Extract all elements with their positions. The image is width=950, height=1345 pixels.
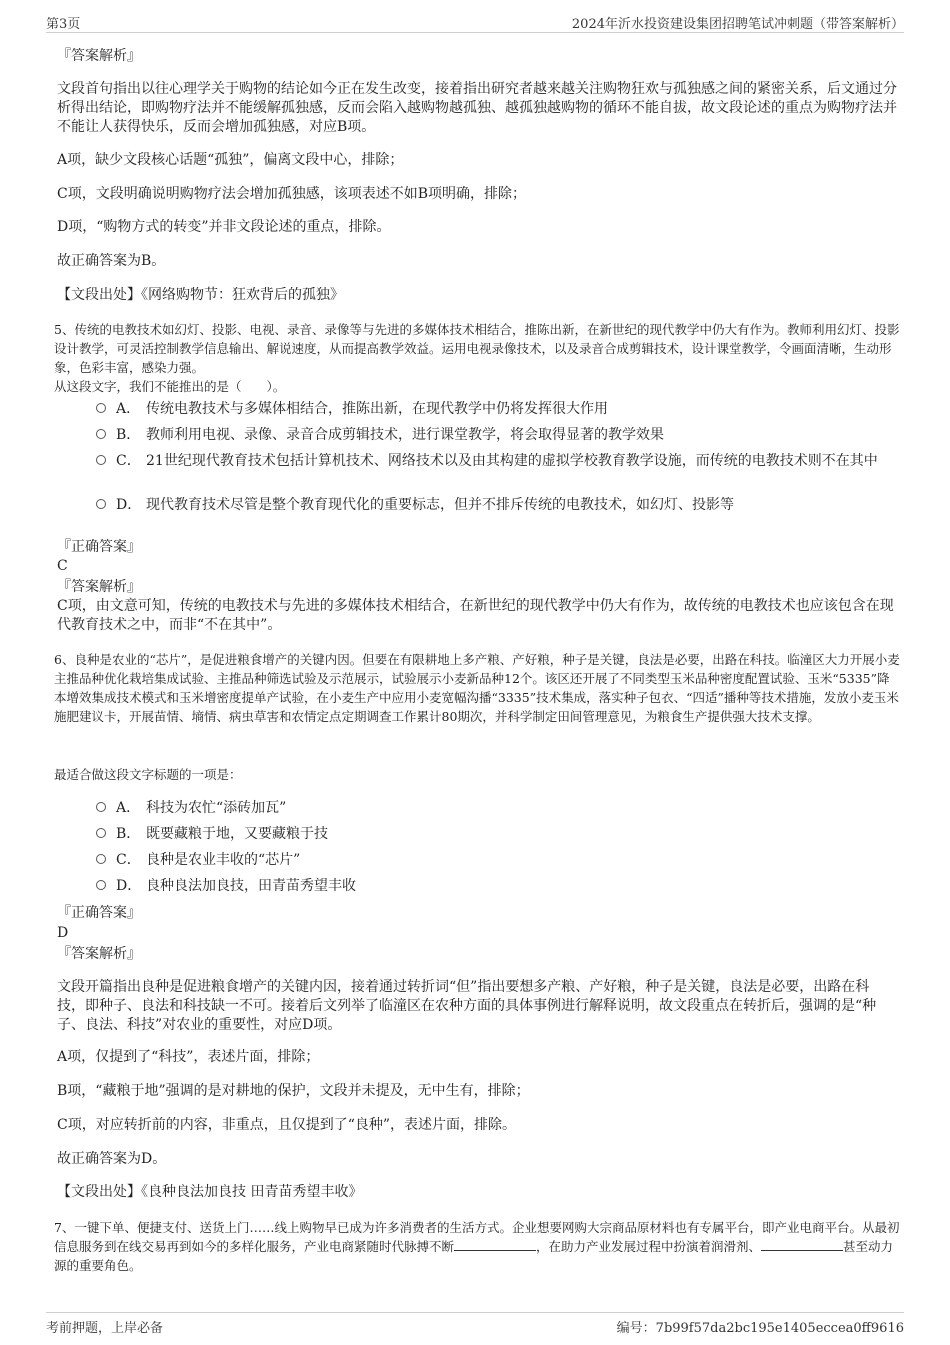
q5-answer: C [57, 558, 68, 574]
q4-option-a-note: A项，缺少文段核心话题“孤独”，偏离文段中心，排除； [57, 152, 404, 168]
q6-option-a[interactable]: A． 科技为农忙“添砖加瓦” [96, 797, 896, 819]
q5-analysis: C项，由文意可知，传统的电教技术与先进的多媒体技术相结合，在新世纪的现代教学中仍大有作为，故传统的电教技术也应该包含在现代教育技术之中，而非“不在其中”。 [57, 598, 894, 633]
q6-answer-label: 『正确答案』 [57, 905, 141, 921]
q4-analysis-text: 文段首句指出以往心理学关于购物的结论如今正在发生改变，接着指出研究者越来越关注购物狂欢与孤独感之间的紧密关系，后文通过分析得出结论，即购物疗法并不能缓解孤独感，反而会陷入越购物越孤独、越孤独越购物的循环不能自拔，故文段论述的重点为购物疗法并不能让人获得快乐，反而会增加孤独感，对应B项。 [57, 81, 897, 135]
radio-icon[interactable] [96, 429, 106, 439]
q6-source: 【文段出处】《良种良法加良技 田青苗秀望丰收》 [57, 1184, 363, 1200]
radio-icon[interactable] [96, 880, 106, 890]
q5-option-a[interactable]: A． 传统电教技术与多媒体相结合，推陈出新，在现代教学中仍将发挥很大作用 [96, 398, 896, 420]
q6-answer: D [57, 925, 69, 941]
q6-stem: 6、良种是农业的“芯片”，是促进粮食增产的关键内因。但要在有限耕地上多产粮、产好粮，种子是关键，良法是必要，出路在科技。临潼区大力开展小麦主推品种优化栽培集成试验、主推品种筛选试验及示范展示，试验展示小麦新品种12个。该区还开展了不同类型玉米品种密度配置试验、玉米“5335”降本增效集成技术模式和玉米增密度提单产试验，在小麦生产中应用小麦宽幅沟播“3335”技术集成，落实种子包衣、“四适”播种等技术措施，发放小麦玉米施肥建议卡，开展苗情、墒情、病虫草害和农情定点定期调查工作累计80期次，并科学制定田间管理意见，为粮食生产提供强大技术支撑。 [54, 652, 900, 724]
q6-analysis: 文段开篇指出良种是促进粮食增产的关键内因，接着通过转折词“但”指出要想多产粮、产好粮，种子是关键，良法是必要，出路在科技，即种子、良法和科技缺一不可。接着后文列举了临潼区在农种方面的具体事例进行解释说明，故文段重点在转折后，强调的是“种子、良法、科技”对农业的重要性，对应D项。 [57, 979, 877, 1033]
radio-icon[interactable] [96, 854, 106, 864]
radio-icon[interactable] [96, 802, 106, 812]
radio-icon[interactable] [96, 499, 106, 509]
document-title: 2024年沂水投资建设集团招聘笔试冲刺题（带答案解析） [571, 17, 904, 32]
q5-option-d[interactable]: D． 现代教育技术尽管是整个教育现代化的重要标志，但并不排斥传统的电教技术，如幻灯、投影等 [96, 494, 896, 516]
q6-question: 最适合做这段文字标题的一项是： [54, 767, 242, 782]
fill-blank-2[interactable] [761, 1238, 843, 1251]
radio-icon[interactable] [96, 455, 106, 465]
fill-blank-1[interactable] [454, 1238, 536, 1251]
q5-answer-label: 『正确答案』 [57, 539, 141, 555]
q5-question: 从这段文字，我们不能推出的是（ ）。 [54, 379, 286, 394]
page-footer [46, 1312, 904, 1335]
q6-option-d[interactable]: D． 良种良法加良技，田青苗秀望丰收 [96, 875, 896, 897]
radio-icon[interactable] [96, 403, 106, 413]
q6-analysis-label: 『答案解析』 [57, 946, 141, 962]
q5-option-c[interactable]: C． 21世纪现代教育技术包括计算机技术、网络技术以及由其构建的虚拟学校教育教学设施，而传统的电教技术则不在其中 [96, 450, 896, 472]
q4-conclusion: 故正确答案为B。 [57, 253, 166, 269]
q5-analysis-label: 『答案解析』 [57, 579, 141, 595]
q4-option-c-note: C项，文段明确说明购物疗法会增加孤独感，该项表述不如B项明确，排除； [57, 186, 526, 202]
q4-option-d-note: D项，“购物方式的转变”并非文段论述的重点，排除。 [57, 219, 391, 235]
footer-slogan: 考前押题，上岸必备 [46, 1321, 164, 1336]
q6-option-b-note: B项，“藏粮于地”强调的是对耕地的保护，文段并未提及，无中生有，排除； [57, 1083, 530, 1099]
q7-stem: 7、一键下单、便捷支付、送货上门……线上购物早已成为许多消费者的生活方式。企业想要网购大宗商品原材料也有专属平台，即产业电商平台。从最初信息服务到在线交易再到如今的多样化服务，产业电商紧随时代脉搏不断 ，在助力产业发展过程中扮演着润滑剂、 甚至动力源的重要角色。 [54, 1220, 900, 1273]
q6-conclusion: 故正确答案为D。 [57, 1151, 167, 1167]
q6-option-b[interactable]: B． 既要藏粮于地，又要藏粮于技 [96, 823, 896, 845]
footer-id: 编号：7b99f57da2bc195e1405eccea0ff9616 [616, 1321, 904, 1336]
q5-stem: 5、传统的电教技术如幻灯、投影、电视、录音、录像等与先进的多媒体技术相结合，推陈出新，在新世纪的现代教学中仍大有作为。教师利用幻灯、投影设计教学，可灵活控制教学信息输出、解说速度，从而提高教学效益。运用电视录像技术，以及录音合成剪辑技术，设计课堂教学，令画面清晰，生动形象，色彩丰富，感染力强。 [54, 322, 900, 375]
q4-analysis-label: 『答案解析』 [57, 48, 141, 64]
q4-source: 【文段出处】《网络购物节：狂欢背后的孤独》 [57, 287, 344, 303]
q6-option-c-note: C项，对应转折前的内容，非重点，且仅提到了“良种”，表述片面，排除。 [57, 1117, 517, 1133]
page-number: 第3页 [46, 17, 81, 32]
q6-option-c[interactable]: C． 良种是农业丰收的“芯片” [96, 849, 896, 871]
q6-option-a-note: A项，仅提到了“科技”，表述片面，排除； [57, 1049, 320, 1065]
page-header [46, 10, 904, 33]
radio-icon[interactable] [96, 828, 106, 838]
q5-option-b[interactable]: B． 教师利用电视、录像、录音合成剪辑技术，进行课堂教学，将会取得显著的教学效果 [96, 424, 896, 446]
